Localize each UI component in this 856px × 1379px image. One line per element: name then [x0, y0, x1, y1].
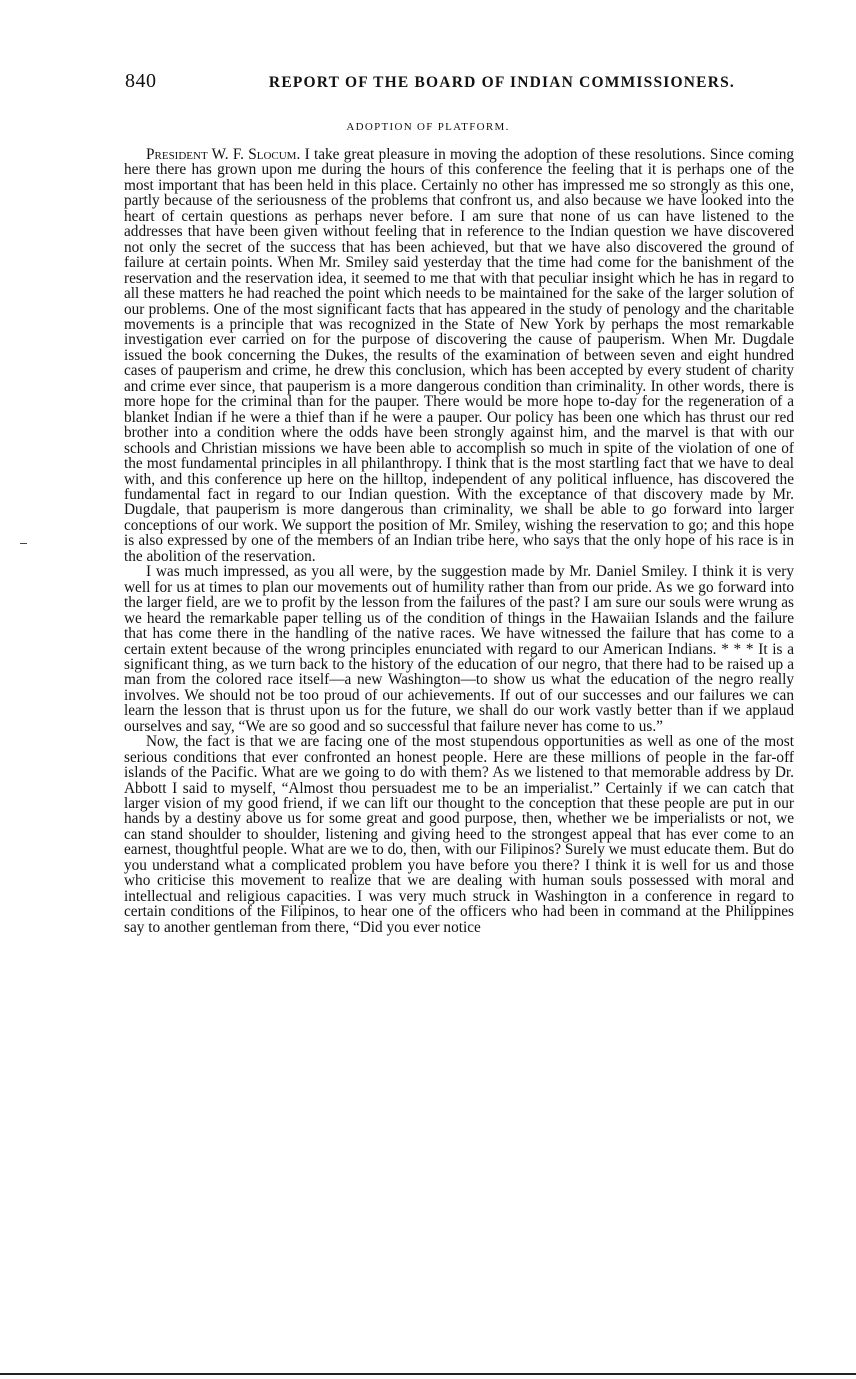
paragraph-smiley-suggestion [124, 564, 794, 734]
paragraph-text: Now, the fact is that we are facing one of the most stupendous opportunities as well as one of the most serious conditions that ever confronted an honest people. Here are these millions of people in the far-off islands of the Pacific. What are we going to do with them? As we listened to that memorable address by Dr. Abbott I said to myself, “Almost thou persuadest me to be an imperialist.” Certainly if we can catch that larger vision of my good friend, if we can lift our thought to the conception that these people are put in our hands by a destiny above us for some great and good purpose, then, whether we be imperialists or not, we can stand shoulder to shoulder, listening and giving heed to the strongest appeal that has ever come to an earnest, thoughtful people. What are we to do, then, with our Filipinos? Surely we must educate them. But do you understand what a complicated problem you have before you there? I think it is well for us and those who criticise this movement to realize that we are dealing with human souls possessed with moral and intellectual and religious capacities. I was very much struck in Washington in a conference in regard to certain conditions of the Filipinos, to hear one of the officers who had been in command at the Philippines say to another gentleman from there, “Did you ever notice [124, 733, 794, 936]
paragraph-slocum-intro [124, 147, 794, 564]
paragraph-text: I take great pleasure in moving the adoption of these resolutions. Since coming here there has grown upon me during the hours of this conference the feeling that it is perhaps one of the most important that has been held in this place. Certainly no other has impressed me so strongly as this one, partly because of the seriousness of the problems that confront us, and also because we have looked into the heart of certain questions as perhaps never before. I am sure that none of us can have listened to the addresses that have been given without feeling that in reference to the Indian question we have discovered not only the secret of the success that has been achieved, but that we have also discovered the ground of failure at certain points. When Mr. Smiley said yesterday that the time had come for the banishment of the reservation and the reservation idea, it seemed to me that with that peculiar insight which he has in regard to all these matters he had reached the point which needs to be maintained for the sake of the larger solution of our problems. One of the most significant facts that has appeared in the study of penology and the charitable movements is a principle that was recognized in the State of New York by perhaps the most remarkable investigation ever carried on for the purpose of discovering the cause of pauperism. When Mr. Dugdale issued the book concerning the Dukes, the results of the examination of between seven and eight hundred cases of pauperism and crime, he drew this conclusion, which has been accepted by every student of charity and crime ever since, that pauperism is a more dangerous condition than criminality. In other words, there is more hope for the criminal than for the pauper. There would be more hope to-day for the regeneration of a blanket Indian if he were a thief than if he were a pauper. Our policy has been one which has thrust our red brother into a condition where the odds have been strongly against him, and the marvel is that with our schools and Christian missions we have been able to accomplish so much in spite of the violation of one of the most fundamental principles in all philanthropy. I think that is the most startling fact that we have to deal with, and this conference up here on the hilltop, independent of any political influence, has discovered the fundamental fact in regard to our Indian question. With the exceptance of that discovery made by Mr. Dugdale, that pauperism is more dangerous than criminality, we shall be able to go forward into larger conceptions of our work. We support the position of Mr. Smiley, wishing the reservation to go; and this hope is also expressed by one of the members of an Indian tribe here, who says that the only hope of his race is in the abolition of the reservation. [124, 146, 794, 565]
speaker-name: President W. F. Slocum. [146, 146, 301, 163]
section-heading: ADOPTION OF PLATFORM. [346, 121, 510, 133]
paragraph-filipinos [124, 734, 794, 935]
running-header [125, 70, 735, 96]
paragraph-text: I was much impressed, as you all were, by the suggestion made by Mr. Daniel Smiley. I think it is very well for us at times to plan our movements out of humility rather than from our pride. As we go forward into the larger field, are we to profit by the lesson from the failures of the past? I am sure our souls were wrung as we heard the remarkable paper telling us of the condition of things in the Hawaiian Islands and the failure that has come there in the handling of the native races. We have witnessed the failure that has come to a certain extent because of the wrong principles enunciated with regard to our American Indians. * * * It is a significant thing, as we turn back to the history of the education of our negro, that there had to be raised up a man from the colored race itself—a new Washington—to show us what the education of the negro really involves. We should not be too proud of our achievements. If out of our successes and our failures we can learn the lesson that is thrust upon us for the future, we shall do our work vastly better than if we applaud ourselves and say, “We are so good and so successful that failure never has come to us.” [124, 563, 794, 735]
page-number: 840 [125, 70, 157, 92]
running-title: REPORT OF THE BOARD OF INDIAN COMMISSIONERS. [268, 74, 735, 91]
margin-mark [20, 543, 27, 544]
bottom-rule [0, 1373, 856, 1375]
body-text [124, 147, 794, 935]
